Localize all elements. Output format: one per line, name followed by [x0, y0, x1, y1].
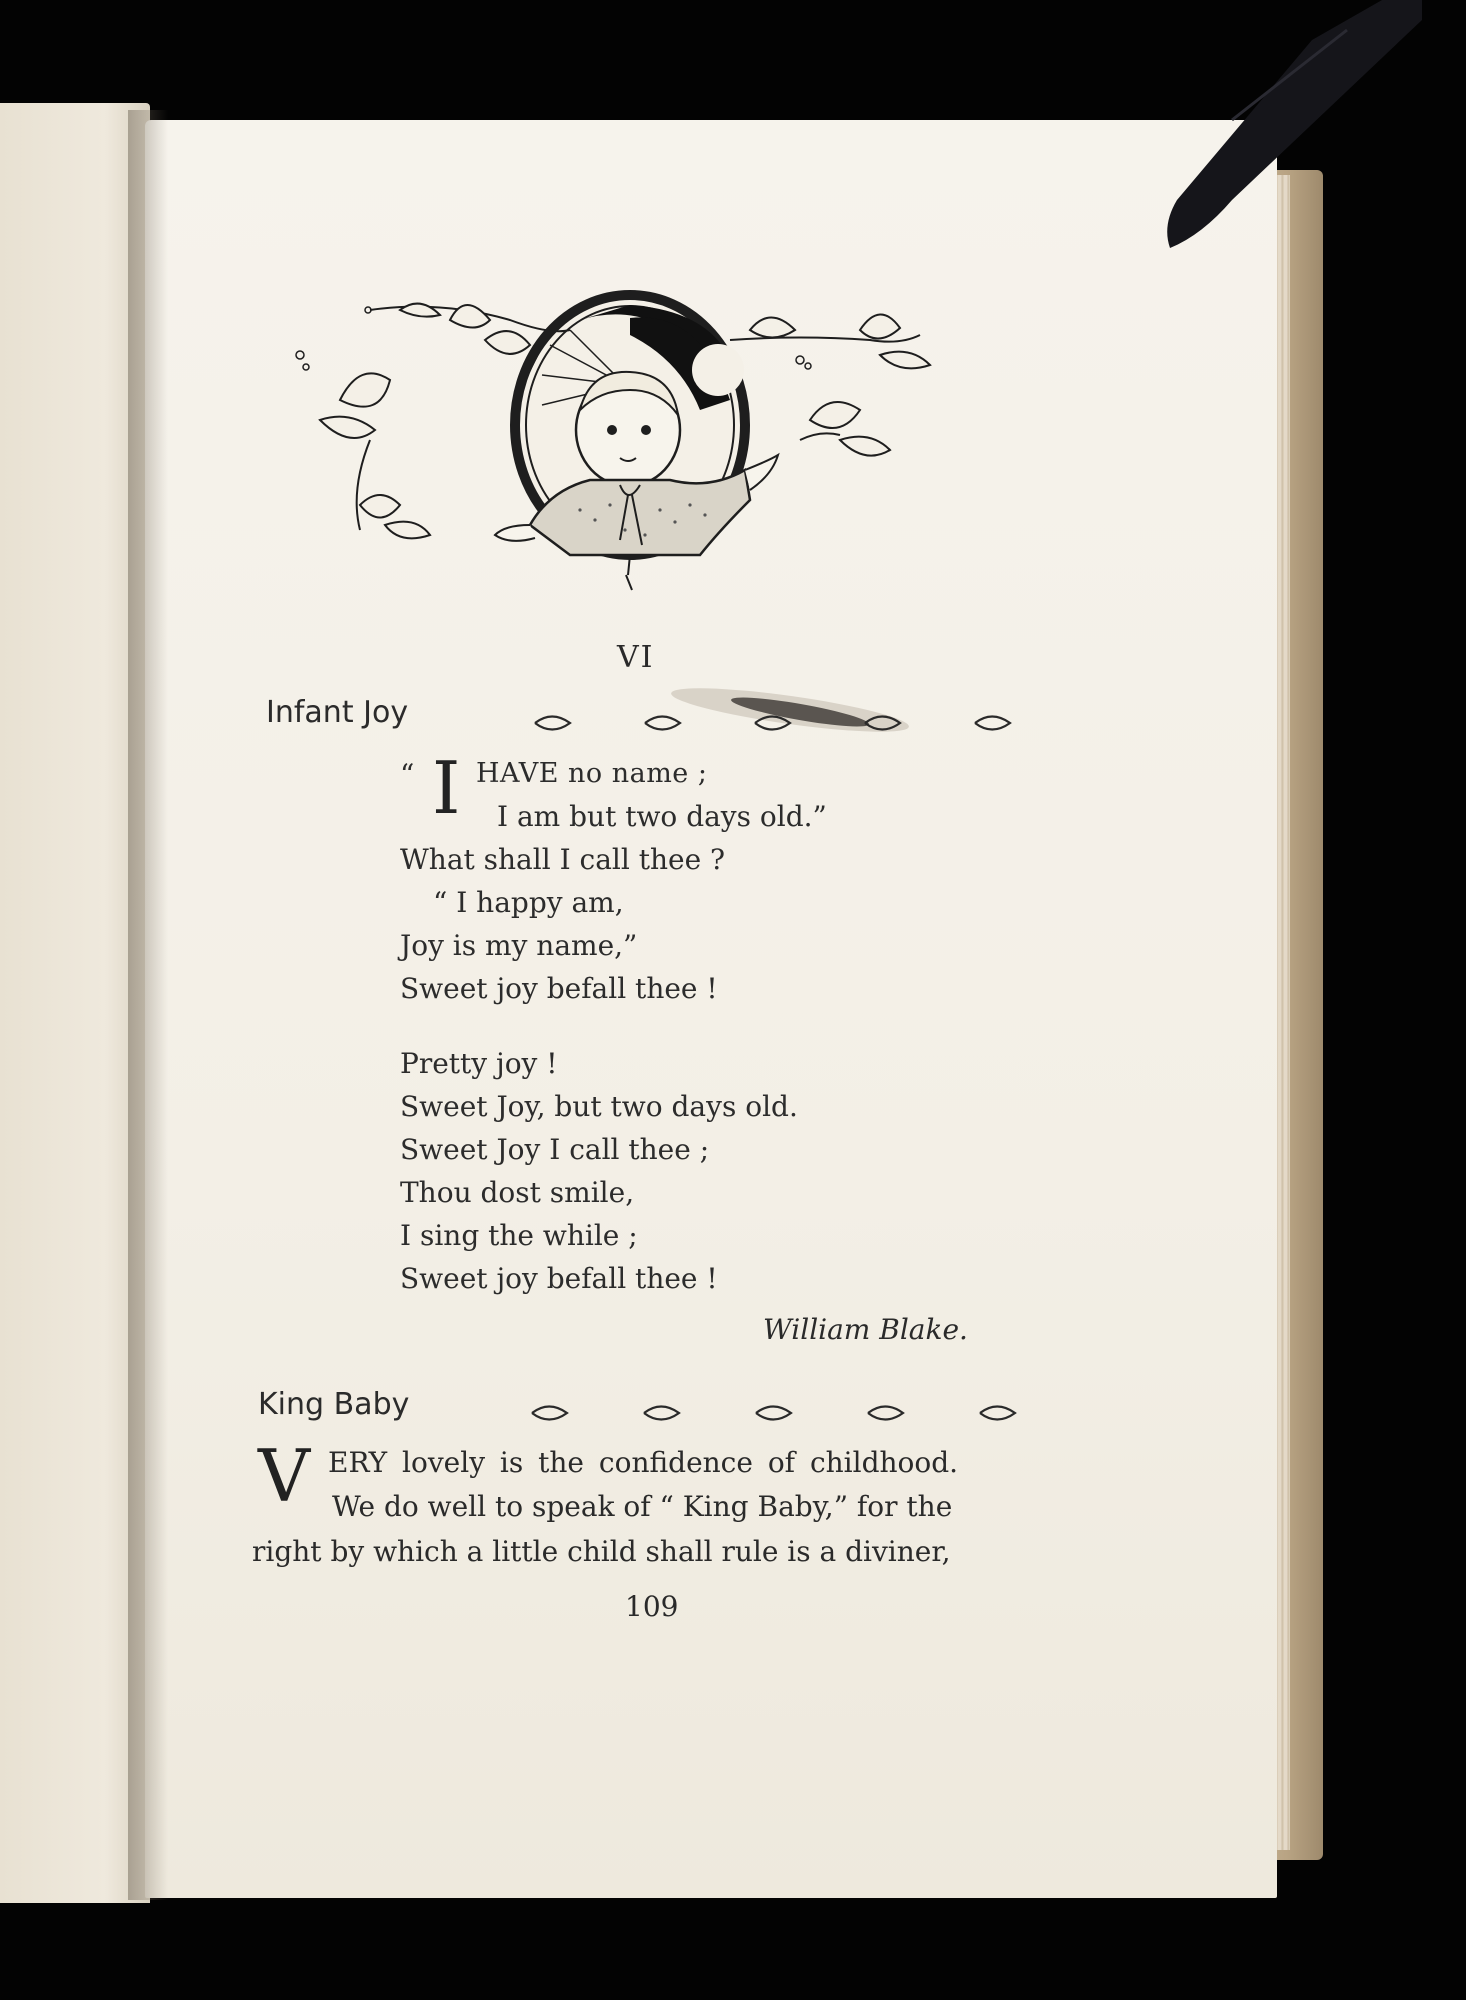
page-number: 109 — [625, 1590, 679, 1623]
section-title-king-baby: King Baby — [258, 1387, 410, 1422]
poem-line: What shall I call thee ? — [400, 843, 726, 876]
ribbon-bookmark-icon — [1082, 0, 1422, 250]
drop-cap-I: I — [432, 746, 461, 830]
prose-line: We do well to speak of “ King Baby,” for the — [332, 1490, 953, 1523]
ornament-row-icon — [530, 708, 1050, 738]
poem-line: Sweet joy befall thee ! — [400, 1262, 718, 1295]
prose-line: right by which a little child shall rule is a diviner, — [252, 1535, 951, 1568]
poem-line: HAVE no name ; — [476, 758, 708, 789]
section-title-infant-joy: Infant Joy — [266, 695, 409, 730]
prose-line: ERY lovely is the confidence of childhood. — [328, 1446, 959, 1479]
poem-line: I am but two days old.” — [497, 800, 827, 833]
poem-attribution: William Blake. — [763, 1313, 968, 1346]
poem-line: Sweet Joy I call thee ; — [400, 1133, 710, 1166]
poem-line: Thou dost smile, — [400, 1176, 635, 1209]
opening-quote-mark: “ — [400, 758, 415, 791]
poem-line: “ I happy am, — [433, 886, 624, 919]
gutter-shadow — [128, 110, 168, 1900]
poem-line: Pretty joy ! — [400, 1047, 558, 1080]
poem-line: Sweet Joy, but two days old. — [400, 1090, 798, 1123]
poem-line: Joy is my name,” — [400, 929, 638, 962]
ornament-row-icon — [527, 1398, 1032, 1428]
drop-cap-V: V — [258, 1434, 310, 1518]
baby-portrait-illustration — [280, 290, 1000, 600]
chapter-number: VI — [617, 640, 655, 675]
poem-line: Sweet joy befall thee ! — [400, 972, 718, 1005]
poem-line: I sing the while ; — [400, 1219, 638, 1252]
